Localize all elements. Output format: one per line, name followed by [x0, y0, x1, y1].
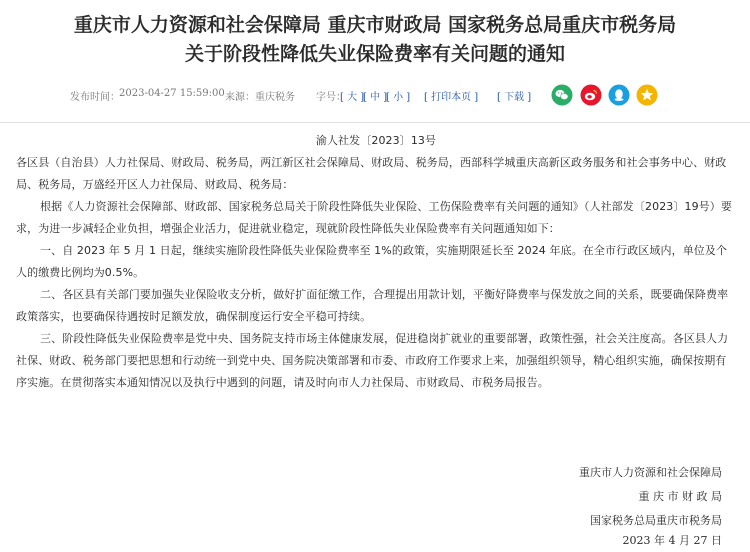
font-large-link[interactable]: [ 大 ] [340, 92, 365, 103]
font-size-label: 字号： [316, 92, 346, 103]
signature-org-1: 重庆市人力资源和社会保障局 [579, 466, 722, 479]
title-line-1: 重庆市人力资源和社会保障局 重庆市财政局 国家税务总局重庆市税务局 [73, 14, 677, 36]
paragraph-4: 三、阶段性降低失业保险费率是党中央、国务院支持市场主体健康发展，促进稳岗扩就业的重要部署，政策性强，社会关注度高。各区县人力社保、财政、税务部门要把思想和行动统一到党中央、国务院决策部署和市委、市政府工作要求上来，加强组织领导，精心组织实施，确保按期有序实施。在贯彻落实本通知情况以及执行中遇到的问题，请及时向市人力社保局、市财政局、市税务局报告。 [16, 332, 729, 389]
qq-icon [608, 84, 630, 106]
paragraph-3: 二、各区县有关部门要加强失业保险收支分析，做好扩面征缴工作，合理提出用款计划，平衡好降费率与保发放之间的关系，既要确保降费率政策落实，也要确保待遇按时足额发放，确保制度运行安全平稳可持续。 [16, 288, 729, 323]
star-icon [636, 84, 658, 106]
publish-time: 2023-04-27 15:59:00 [119, 88, 225, 99]
publish-label: 发布时间： [70, 92, 120, 103]
weibo-share-button[interactable] [580, 84, 602, 106]
source-label: 来源： [225, 92, 255, 103]
font-medium-link[interactable]: [ 中 ] [363, 92, 388, 103]
qq-share-button[interactable] [608, 84, 630, 106]
favorite-button[interactable] [636, 84, 658, 106]
doc-number: 渝人社发〔2023〕13号 [315, 134, 437, 147]
addressee: 各区县（自治县）人力社保局、财政局、税务局，两江新区社会保障局、财政局、税务局，西部科学城重庆高新区政务服务和社会事务中心、财政局、税务局，万盛经开区人力社保局、财政局、税务局： [16, 156, 727, 191]
wechat-share-button[interactable] [551, 84, 573, 106]
font-small-link[interactable]: [ 小 ] [386, 92, 411, 103]
signature-org-3: 国家税务总局重庆市税务局 [590, 514, 722, 527]
paragraph-1: 根据《人力资源社会保障部、财政部、国家税务总局关于阶段性降低失业保险、工伤保险费率有关问题的通知》（人社部发〔2023〕19号）要求，为进一步减轻企业负担，增强企业活力，促进就业稳定，现就阶段性降低失业保险费率有关问题通知如下： [16, 200, 732, 235]
title-line-2: 关于阶段性降低失业保险费率有关问题的通知 [184, 43, 565, 65]
signature-date: 2023 年 4 月 27 日 [622, 534, 722, 547]
source-value: 重庆税务 [255, 92, 295, 103]
weibo-icon [580, 84, 602, 106]
signature-org-2: 重 庆 市 财 政 局 [638, 490, 722, 503]
paragraph-2: 一、自 2023 年 5 月 1 日起，继续实施阶段性降低失业保险费率至 1%的政策，实施期限延长至 2024 年底。在全市行政区域内，单位及个人的缴费比例均为0.5%。 [16, 244, 728, 279]
download-link[interactable]: [ 下载 ] [497, 92, 532, 103]
header-divider [0, 122, 750, 123]
print-link[interactable]: [ 打印本页 ] [424, 92, 479, 103]
wechat-icon [551, 84, 573, 106]
